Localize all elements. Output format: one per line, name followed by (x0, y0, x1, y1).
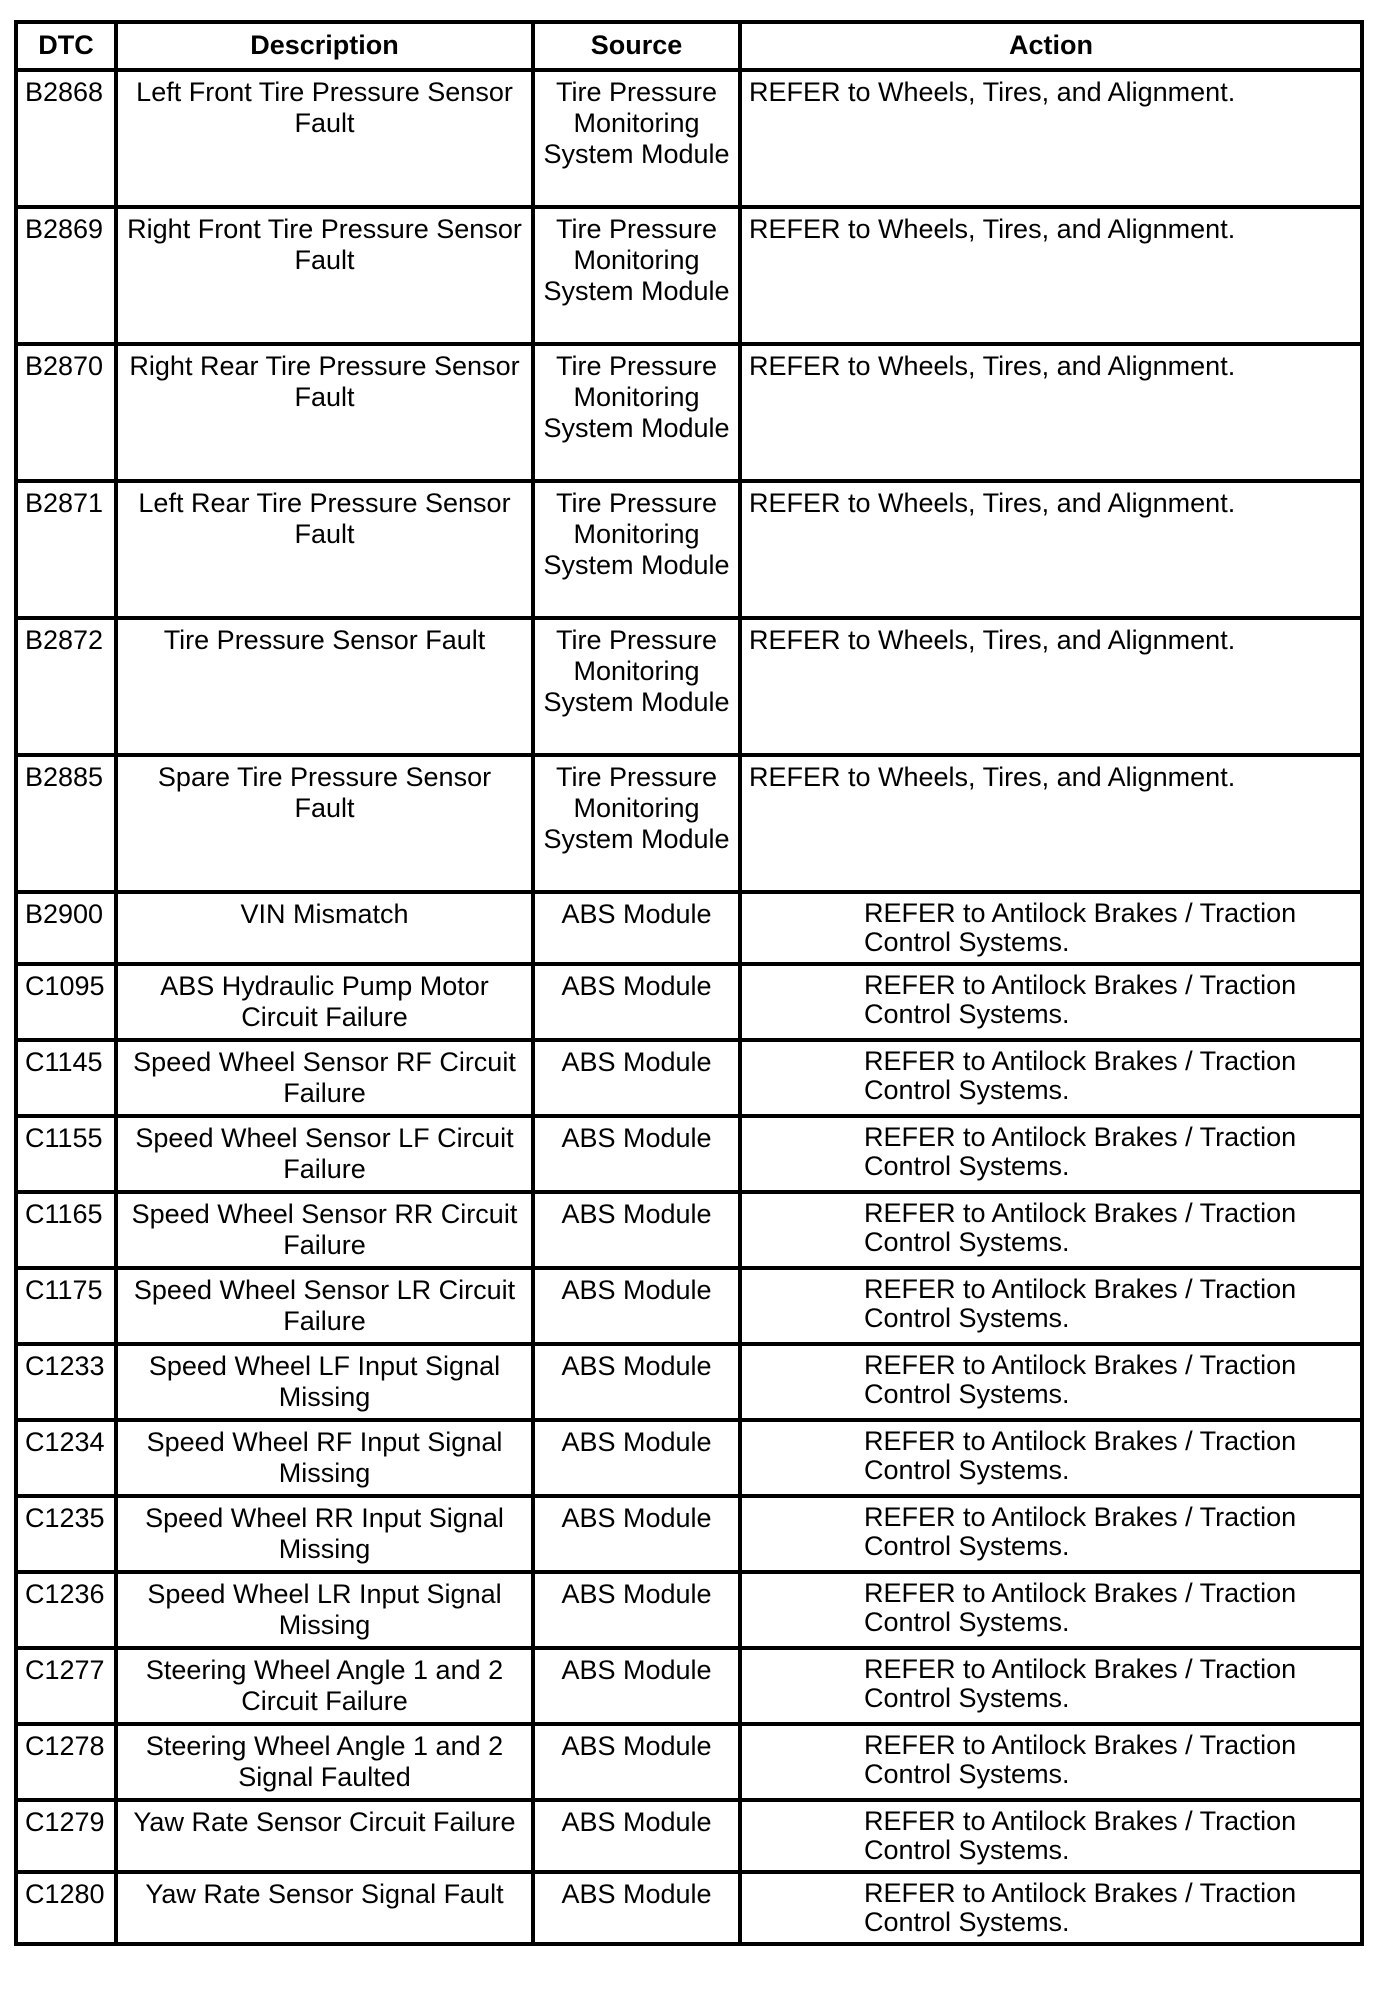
table-row (16, 755, 1362, 892)
source-cell: Tire Pressure Monitoring System Module (533, 70, 740, 207)
description-cell: Speed Wheel LR Input Signal Missing (116, 1572, 533, 1648)
table-row (16, 1800, 1362, 1872)
header-dtc: DTC (16, 22, 116, 70)
table-row (16, 964, 1362, 1040)
description-cell: Right Front Tire Pressure Sensor Fault (116, 207, 533, 344)
description-cell: Speed Wheel Sensor RR Circuit Failure (116, 1192, 533, 1268)
action-cell: REFER to Antilock Brakes / Traction Control Systems. (740, 1420, 1362, 1496)
action-cell: REFER to Antilock Brakes / Traction Control Systems. (740, 1344, 1362, 1420)
dtc-code-cell: C1236 (16, 1572, 116, 1648)
source-cell: ABS Module (533, 1268, 740, 1344)
table-row (16, 1572, 1362, 1648)
dtc-code-cell: C1278 (16, 1724, 116, 1800)
description-cell: Speed Wheel Sensor LR Circuit Failure (116, 1268, 533, 1344)
action-cell: REFER to Wheels, Tires, and Alignment. (740, 207, 1362, 344)
dtc-code-cell: B2872 (16, 618, 116, 755)
action-cell: REFER to Wheels, Tires, and Alignment. (740, 344, 1362, 481)
action-cell: REFER to Antilock Brakes / Traction Control Systems. (740, 1800, 1362, 1872)
source-cell: ABS Module (533, 1496, 740, 1572)
description-cell: Speed Wheel LF Input Signal Missing (116, 1344, 533, 1420)
table-row (16, 892, 1362, 964)
header-description: Description (116, 22, 533, 70)
action-cell: REFER to Antilock Brakes / Traction Control Systems. (740, 1192, 1362, 1268)
source-cell: ABS Module (533, 1420, 740, 1496)
action-cell: REFER to Antilock Brakes / Traction Control Systems. (740, 892, 1362, 964)
source-cell: ABS Module (533, 1648, 740, 1724)
source-cell: ABS Module (533, 892, 740, 964)
description-cell: Yaw Rate Sensor Signal Fault (116, 1872, 533, 1944)
action-cell: REFER to Antilock Brakes / Traction Control Systems. (740, 1268, 1362, 1344)
table-row (16, 344, 1362, 481)
source-cell: ABS Module (533, 1116, 740, 1192)
table-row (16, 1872, 1362, 1944)
dtc-code-cell: C1280 (16, 1872, 116, 1944)
source-cell: ABS Module (533, 1724, 740, 1800)
description-cell: Left Rear Tire Pressure Sensor Fault (116, 481, 533, 618)
source-cell: ABS Module (533, 1572, 740, 1648)
table-row (16, 1496, 1362, 1572)
dtc-code-cell: C1234 (16, 1420, 116, 1496)
description-cell: Speed Wheel RR Input Signal Missing (116, 1496, 533, 1572)
table-row (16, 481, 1362, 618)
dtc-code-cell: B2869 (16, 207, 116, 344)
action-cell: REFER to Antilock Brakes / Traction Control Systems. (740, 1872, 1362, 1944)
source-cell: ABS Module (533, 964, 740, 1040)
action-cell: REFER to Antilock Brakes / Traction Control Systems. (740, 1724, 1362, 1800)
dtc-code-cell: C1145 (16, 1040, 116, 1116)
dtc-code-cell: B2871 (16, 481, 116, 618)
source-cell: ABS Module (533, 1800, 740, 1872)
source-cell: ABS Module (533, 1344, 740, 1420)
dtc-code-cell: C1165 (16, 1192, 116, 1268)
dtc-table (14, 20, 1364, 1946)
source-cell: Tire Pressure Monitoring System Module (533, 344, 740, 481)
source-cell: ABS Module (533, 1040, 740, 1116)
description-cell: Tire Pressure Sensor Fault (116, 618, 533, 755)
header-source: Source (533, 22, 740, 70)
action-cell: REFER to Antilock Brakes / Traction Control Systems. (740, 1040, 1362, 1116)
description-cell: Speed Wheel RF Input Signal Missing (116, 1420, 533, 1496)
dtc-code-cell: C1233 (16, 1344, 116, 1420)
description-cell: ABS Hydraulic Pump Motor Circuit Failure (116, 964, 533, 1040)
source-cell: Tire Pressure Monitoring System Module (533, 481, 740, 618)
source-cell: Tire Pressure Monitoring System Module (533, 207, 740, 344)
source-cell: ABS Module (533, 1872, 740, 1944)
table-row (16, 70, 1362, 207)
action-cell: REFER to Antilock Brakes / Traction Control Systems. (740, 1496, 1362, 1572)
dtc-code-cell: C1155 (16, 1116, 116, 1192)
description-cell: Speed Wheel Sensor LF Circuit Failure (116, 1116, 533, 1192)
dtc-code-cell: C1279 (16, 1800, 116, 1872)
table-row (16, 1116, 1362, 1192)
action-cell: REFER to Wheels, Tires, and Alignment. (740, 755, 1362, 892)
dtc-code-cell: C1095 (16, 964, 116, 1040)
table-row (16, 1648, 1362, 1724)
dtc-code-cell: C1235 (16, 1496, 116, 1572)
dtc-code-cell: C1277 (16, 1648, 116, 1724)
table-row (16, 1420, 1362, 1496)
description-cell: Left Front Tire Pressure Sensor Fault (116, 70, 533, 207)
table-row (16, 618, 1362, 755)
source-cell: Tire Pressure Monitoring System Module (533, 618, 740, 755)
dtc-code-cell: B2868 (16, 70, 116, 207)
dtc-code-cell: B2870 (16, 344, 116, 481)
action-cell: REFER to Antilock Brakes / Traction Control Systems. (740, 1572, 1362, 1648)
action-cell: REFER to Antilock Brakes / Traction Control Systems. (740, 964, 1362, 1040)
action-cell: REFER to Antilock Brakes / Traction Control Systems. (740, 1116, 1362, 1192)
action-cell: REFER to Wheels, Tires, and Alignment. (740, 70, 1362, 207)
description-cell: Steering Wheel Angle 1 and 2 Circuit Failure (116, 1648, 533, 1724)
dtc-code-cell: C1175 (16, 1268, 116, 1344)
table-row (16, 1192, 1362, 1268)
table-row (16, 207, 1362, 344)
description-cell: Speed Wheel Sensor RF Circuit Failure (116, 1040, 533, 1116)
dtc-code-cell: B2900 (16, 892, 116, 964)
header-action: Action (740, 22, 1362, 70)
dtc-code-cell: B2885 (16, 755, 116, 892)
description-cell: Right Rear Tire Pressure Sensor Fault (116, 344, 533, 481)
action-cell: REFER to Antilock Brakes / Traction Control Systems. (740, 1648, 1362, 1724)
action-cell: REFER to Wheels, Tires, and Alignment. (740, 481, 1362, 618)
description-cell: VIN Mismatch (116, 892, 533, 964)
source-cell: Tire Pressure Monitoring System Module (533, 755, 740, 892)
description-cell: Steering Wheel Angle 1 and 2 Signal Faulted (116, 1724, 533, 1800)
description-cell: Yaw Rate Sensor Circuit Failure (116, 1800, 533, 1872)
header-row (16, 22, 1362, 70)
source-cell: ABS Module (533, 1192, 740, 1268)
description-cell: Spare Tire Pressure Sensor Fault (116, 755, 533, 892)
table-row (16, 1268, 1362, 1344)
action-cell: REFER to Wheels, Tires, and Alignment. (740, 618, 1362, 755)
table-row (16, 1040, 1362, 1116)
table-row (16, 1344, 1362, 1420)
table-row (16, 1724, 1362, 1800)
